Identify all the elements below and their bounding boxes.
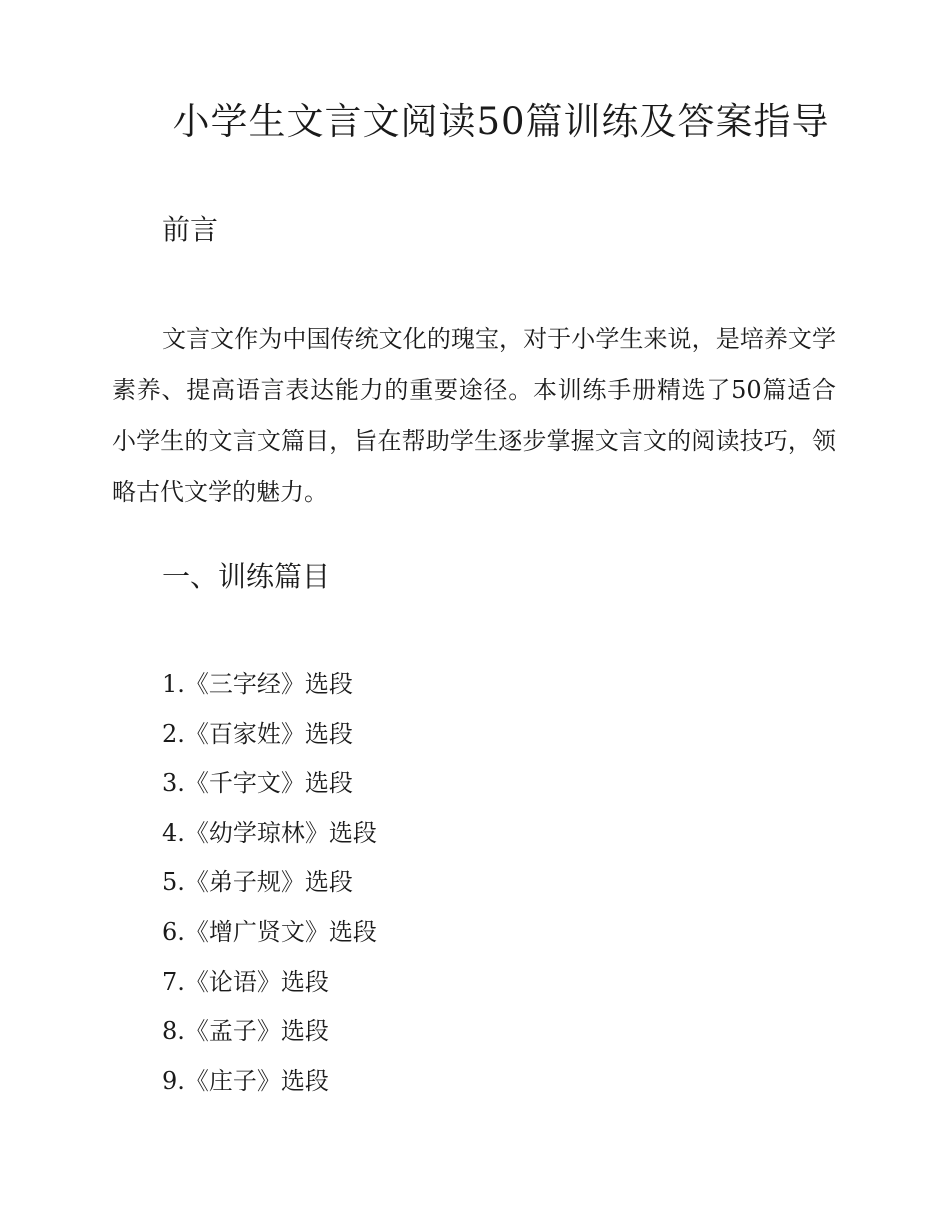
document-title: 小学生文言文阅读50篇训练及答案指导 [172, 100, 830, 143]
list-item: 8.《孟子》选段 [162, 1017, 329, 1046]
preface-heading: 前言 [162, 213, 219, 246]
list-item: 5.《弟子规》选段 [162, 868, 353, 897]
list-item: 3.《千字文》选段 [162, 769, 353, 798]
list-item: 4.《幼学琼林》选段 [162, 818, 377, 847]
list-item: 1.《三字经》选段 [162, 670, 353, 698]
list-item: 7.《论语》选段 [162, 967, 329, 996]
training-list [162, 660, 377, 1106]
section-heading-training-list: 一、训练篇目 [162, 560, 331, 593]
list-item: 2.《百家姓》选段 [162, 719, 353, 748]
list-item: 9.《庄子》选段 [162, 1066, 329, 1095]
list-item: 6.《增广贤文》选段 [162, 917, 377, 946]
preface-paragraph: 文言文作为中国传统文化的瑰宝，对于小学生来说，是培养文学素养、提高语言表达能力的重要途径。本训练手册精选了50篇适合小学生的文言文篇目，旨在帮助学生逐步掌握文言文的阅读技巧，领略古代文学的魅力。 [112, 325, 836, 506]
